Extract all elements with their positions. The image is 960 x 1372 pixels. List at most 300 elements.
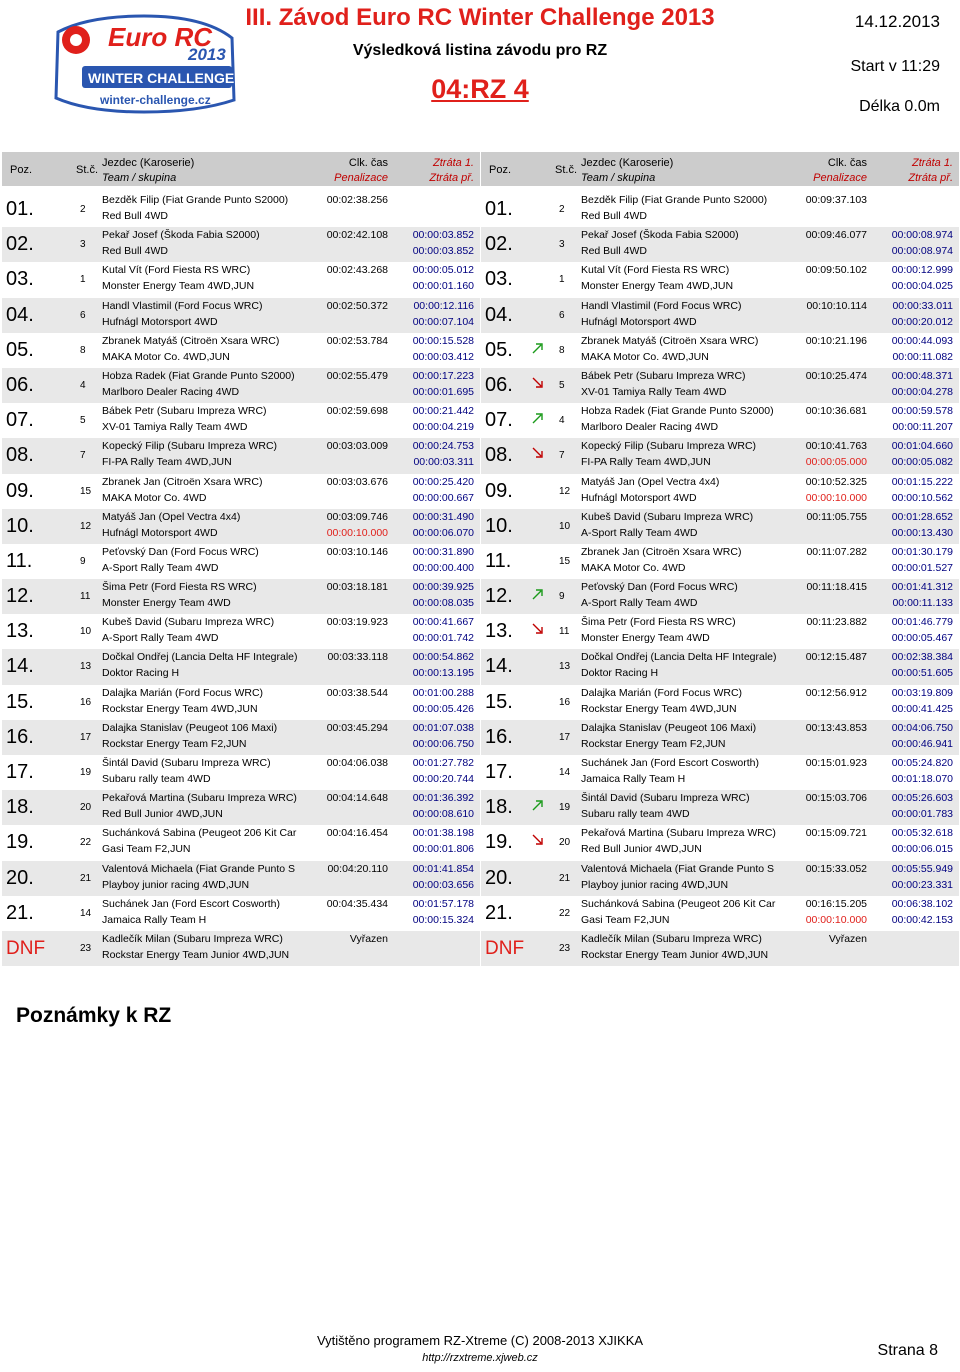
row-gap-previous: 00:00:23.331 — [891, 878, 953, 891]
row-gap-first: 00:00:54.862 — [412, 651, 474, 664]
row-driver: Šintál David (Subaru Impreza WRC) — [581, 792, 750, 805]
row-time: 00:03:03.676 — [326, 475, 388, 488]
row-gap-first: 00:00:08.974 — [891, 229, 953, 242]
row-time: 00:02:38.256 — [326, 194, 388, 206]
row-driver: Zbranek Jan (Citroën Xsara WRC) — [102, 475, 263, 488]
table-row — [2, 262, 480, 297]
position-down-icon — [531, 833, 545, 847]
position-up-icon — [531, 587, 545, 601]
table-row — [481, 614, 959, 649]
row-penalty: 00:00:10.000 — [805, 913, 867, 926]
table-row — [481, 896, 959, 931]
row-team: MAKA Motor Co. 4WD,JUN — [581, 350, 709, 363]
row-time: 00:13:43.853 — [805, 721, 867, 734]
row-start-number: 15 — [559, 555, 571, 567]
row-driver: Peťovský Dan (Ford Focus WRC) — [102, 545, 259, 558]
row-gap-previous: 00:00:00.400 — [412, 561, 474, 574]
row-start-number: 13 — [80, 661, 92, 673]
row-gap-first: 00:05:26.603 — [891, 792, 953, 805]
row-team: Gasi Team F2,JUN — [102, 843, 191, 856]
row-driver: Hobza Radek (Fiat Grande Punto S2000) — [581, 405, 774, 418]
footer-printed-by: Vytištěno programem RZ-Xtreme (C) 2008-2013 XJIKKA — [316, 1333, 644, 1348]
row-team: Hufnágl Motorsport 4WD — [581, 491, 697, 504]
table-row — [2, 614, 480, 649]
row-team: Rockstar Energy Team F2,JUN — [581, 737, 726, 750]
row-position: 12. — [485, 585, 513, 608]
row-gap-previous: 00:00:00.667 — [412, 491, 474, 504]
row-time: 00:15:03.706 — [805, 792, 867, 805]
row-gap-first: 00:01:46.779 — [891, 616, 953, 629]
row-position: 10. — [6, 514, 34, 537]
row-gap-first: 00:01:28.652 — [891, 510, 953, 523]
row-time: 00:02:53.784 — [326, 334, 388, 347]
row-driver: Zbranek Matyáš (Citroën Xsara WRC) — [581, 334, 759, 347]
row-start-number: 12 — [80, 520, 92, 532]
row-team: Hufnágl Motorsport 4WD — [102, 315, 218, 328]
row-gap-previous: 00:00:04.278 — [891, 385, 953, 398]
row-start-number: 8 — [559, 344, 565, 356]
row-position: 17. — [6, 761, 34, 783]
row-start-number: 7 — [559, 450, 565, 462]
row-start-number: 11 — [80, 591, 91, 603]
row-time: 00:11:05.755 — [806, 510, 867, 523]
col-gap-first: Ztráta 1. — [912, 157, 953, 169]
row-position: 12. — [6, 585, 34, 608]
row-gap-first: 00:00:03.852 — [412, 229, 474, 242]
row-penalty: 00:00:05.000 — [805, 456, 867, 469]
row-position: 09. — [485, 479, 513, 502]
row-driver: Suchánek Jan (Ford Escort Cosworth) — [102, 897, 280, 910]
row-driver: Hobza Radek (Fiat Grande Punto S2000) — [102, 369, 295, 382]
row-gap-first: 00:00:48.371 — [891, 369, 953, 382]
table-row — [2, 403, 480, 438]
row-start-number: 12 — [559, 485, 571, 497]
stage-results-rows — [2, 192, 480, 966]
row-driver: Dalajka Marián (Ford Focus WRC) — [581, 686, 743, 699]
table-row — [481, 262, 959, 297]
row-team: Hufnágl Motorsport 4WD — [102, 526, 218, 539]
table-row — [481, 368, 959, 403]
table-row — [2, 896, 480, 931]
row-gap-previous: 00:00:10.562 — [891, 491, 953, 504]
row-position: 13. — [6, 620, 34, 643]
row-time: 00:15:09.721 — [805, 827, 867, 840]
row-start-number: 3 — [80, 239, 86, 251]
table-row — [2, 333, 480, 368]
row-time: 00:03:38.544 — [326, 686, 388, 699]
table-row — [2, 579, 480, 614]
row-gap-previous: 00:00:20.012 — [891, 315, 953, 328]
row-time: 00:15:01.923 — [805, 757, 867, 769]
page-number: Strana 8 — [877, 1342, 938, 1359]
row-gap-first: 00:01:36.392 — [412, 792, 474, 805]
row-gap-first: 00:00:15.528 — [412, 334, 474, 347]
table-row — [2, 755, 480, 790]
row-team: Playboy junior racing 4WD,JUN — [102, 878, 250, 891]
row-start-number: 21 — [559, 872, 571, 884]
logo-text-year: 2013 — [188, 45, 226, 64]
row-driver: Kubeš David (Subaru Impreza WRC) — [581, 510, 754, 523]
row-driver: Matyáš Jan (Opel Vectra 4x4) — [581, 475, 720, 488]
row-time: 00:09:37.103 — [805, 194, 867, 206]
row-time: 00:02:55.479 — [326, 369, 388, 382]
row-start-number: 10 — [559, 520, 571, 532]
row-gap-first: 00:05:55.949 — [891, 862, 953, 875]
row-gap-first: 00:01:38.198 — [412, 827, 474, 840]
row-time: 00:15:33.052 — [805, 862, 867, 875]
row-position: 20. — [485, 866, 513, 889]
row-position: 03. — [6, 268, 34, 291]
row-time: 00:03:33.118 — [327, 651, 388, 664]
table-row — [2, 192, 480, 227]
row-position: 06. — [485, 373, 513, 396]
event-logo — [48, 12, 240, 114]
row-gap-previous: 00:00:08.974 — [891, 245, 953, 258]
row-team: MAKA Motor Co. 4WD — [102, 491, 207, 504]
row-gap-previous: 00:01:18.070 — [891, 773, 953, 785]
table-row — [481, 720, 959, 755]
table-row — [481, 544, 959, 579]
row-time: 00:04:14.648 — [326, 792, 388, 805]
row-start-number: 8 — [80, 344, 86, 356]
table-row — [2, 685, 480, 720]
row-gap-first: 00:01:41.312 — [891, 581, 953, 594]
row-position: 21. — [6, 901, 34, 924]
row-start-number: 23 — [80, 942, 92, 954]
row-driver: Dalajka Marián (Ford Focus WRC) — [102, 686, 264, 699]
logo-text-winter: WINTER CHALLENGE — [88, 70, 235, 86]
row-gap-first: 00:01:57.178 — [412, 897, 474, 910]
row-team: Red Bull 4WD — [581, 210, 647, 222]
table-row — [481, 790, 959, 825]
row-gap-first: 00:04:06.750 — [891, 721, 953, 734]
row-driver: Bábek Petr (Subaru Impreza WRC) — [102, 405, 267, 418]
row-time: 00:11:07.282 — [806, 545, 867, 558]
table-row — [2, 227, 480, 262]
row-gap-previous: 00:00:01.695 — [412, 385, 474, 398]
row-time: 00:02:43.268 — [326, 264, 388, 277]
row-driver: Šintál David (Subaru Impreza WRC) — [102, 757, 271, 769]
table-row — [2, 298, 480, 333]
row-team: Jamaica Rally Team H — [102, 913, 207, 926]
event-date: 14.12.2013 — [854, 12, 940, 31]
row-start-number: 14 — [559, 767, 571, 778]
row-gap-first: 00:00:17.223 — [412, 369, 474, 382]
row-position: 01. — [6, 198, 34, 220]
row-gap-first: 00:00:05.012 — [412, 264, 474, 277]
row-gap-previous: 00:00:20.744 — [412, 773, 474, 785]
row-position: 20. — [6, 866, 34, 889]
table-header — [2, 152, 480, 186]
row-start-number: 17 — [80, 731, 92, 743]
table-row — [481, 931, 959, 966]
row-team: Red Bull 4WD — [102, 245, 168, 258]
row-team: A-Sport Rally Team 4WD — [581, 597, 698, 610]
col-gap-previous: Ztráta př. — [908, 172, 953, 184]
row-time: 00:03:09.746 — [326, 510, 388, 523]
col-position: Poz. — [489, 164, 512, 176]
row-gap-first: 00:01:15.222 — [891, 475, 953, 488]
row-team: Red Bull Junior 4WD,JUN — [102, 808, 223, 821]
table-header — [481, 152, 959, 186]
row-time: 00:16:15.205 — [805, 897, 867, 910]
row-gap-first: 00:00:24.753 — [412, 440, 474, 453]
row-start-number: 20 — [559, 837, 571, 849]
page-header — [0, 0, 960, 150]
row-gap-previous: 00:00:03.852 — [412, 245, 474, 258]
row-driver: Suchánková Sabina (Peugeot 206 Kit Car — [102, 827, 297, 840]
row-gap-previous: 00:00:04.025 — [891, 280, 953, 293]
row-position: 15. — [6, 690, 34, 713]
row-gap-previous: 00:00:46.941 — [891, 737, 953, 750]
row-team: Hufnágl Motorsport 4WD — [581, 315, 697, 328]
row-driver: Dalajka Stanislav (Peugeot 106 Maxi) — [581, 721, 757, 734]
row-team: Red Bull 4WD — [581, 245, 647, 258]
row-position: 03. — [485, 268, 513, 291]
row-team: Rockstar Energy Team 4WD,JUN — [102, 702, 258, 715]
row-position: DNF — [6, 937, 46, 959]
row-team: A-Sport Rally Team 4WD — [102, 632, 219, 645]
row-start-number: 7 — [80, 450, 86, 462]
row-position: 05. — [6, 338, 34, 361]
row-gap-previous: 00:00:13.195 — [412, 667, 474, 680]
logo-text-url: winter-challenge.cz — [100, 93, 211, 107]
row-time: 00:10:36.681 — [805, 405, 867, 418]
row-time: 00:03:10.146 — [326, 545, 388, 558]
row-gap-first: 00:01:30.179 — [891, 545, 953, 558]
row-gap-first: 00:05:24.820 — [891, 757, 953, 769]
row-team: Marlboro Dealer Racing 4WD — [581, 421, 719, 434]
row-position: 18. — [6, 796, 34, 819]
row-start-number: 4 — [80, 379, 86, 391]
stage-name: 04:RZ 4 — [431, 74, 529, 104]
row-driver: Suchánek Jan (Ford Escort Cosworth) — [581, 757, 759, 769]
row-start-number: 19 — [559, 802, 571, 814]
table-row — [481, 509, 959, 544]
row-gap-first: 00:00:12.999 — [891, 264, 953, 277]
row-position: 13. — [485, 620, 513, 643]
row-position: 16. — [6, 725, 34, 748]
row-position: 04. — [485, 303, 513, 326]
row-position: 19. — [485, 831, 513, 854]
row-driver: Kubeš David (Subaru Impreza WRC) — [102, 616, 275, 629]
row-start-number: 23 — [559, 942, 571, 954]
row-team: A-Sport Rally Team 4WD — [581, 526, 698, 539]
table-row — [2, 931, 480, 966]
row-driver: Handl Vlastimil (Ford Focus WRC) — [102, 299, 263, 312]
table-row — [481, 579, 959, 614]
row-time: 00:12:15.487 — [805, 651, 867, 664]
row-team: Monster Energy Team 4WD,JUN — [581, 280, 734, 293]
row-position: 14. — [485, 655, 513, 678]
row-position: 02. — [485, 233, 513, 256]
row-driver: Matyáš Jan (Opel Vectra 4x4) — [102, 510, 241, 523]
start-time: Start v 11:29 — [850, 58, 940, 75]
col-gap-previous: Ztráta př. — [429, 172, 474, 184]
row-team: Marlboro Dealer Racing 4WD — [102, 385, 240, 398]
row-gap-previous: 00:00:03.656 — [412, 878, 474, 891]
row-team: Doktor Racing H — [102, 667, 180, 680]
table-row — [481, 227, 959, 262]
row-time: 00:04:20.110 — [327, 862, 388, 875]
row-gap-previous: 00:00:06.015 — [891, 843, 953, 856]
row-time: 00:10:25.474 — [805, 369, 867, 382]
row-team: Monster Energy Team 4WD,JUN — [102, 280, 255, 293]
table-row — [481, 685, 959, 720]
row-gap-previous: 00:00:08.035 — [412, 597, 474, 610]
row-time: 00:09:50.102 — [805, 264, 867, 277]
row-position: 17. — [485, 761, 513, 783]
row-position: 19. — [6, 831, 34, 854]
row-time: 00:10:52.325 — [805, 475, 867, 488]
position-up-icon — [531, 341, 545, 355]
position-down-icon — [531, 446, 545, 460]
row-gap-first: 00:05:32.618 — [891, 827, 953, 840]
table-row — [2, 509, 480, 544]
row-start-number: 6 — [80, 309, 86, 321]
row-start-number: 17 — [559, 731, 571, 743]
col-driver: Jezdec (Karoserie) — [102, 157, 195, 169]
row-start-number: 1 — [80, 274, 86, 286]
col-total-time: Clk. čas — [827, 157, 867, 169]
row-driver: Pekař Josef (Škoda Fabia S2000) — [581, 229, 739, 242]
table-row — [481, 649, 959, 684]
row-time: 00:09:46.077 — [805, 229, 867, 242]
row-gap-first: 00:00:12.116 — [413, 299, 474, 312]
table-row — [481, 192, 959, 227]
row-driver: Pekařová Martina (Subaru Impreza WRC) — [102, 792, 297, 805]
row-gap-previous: 00:00:06.750 — [412, 737, 474, 750]
table-row — [2, 790, 480, 825]
row-start-number: 9 — [559, 591, 565, 603]
row-position: 14. — [6, 655, 34, 678]
row-driver: Valentová Michaela (Fiat Grande Punto S — [102, 862, 295, 875]
table-row — [2, 861, 480, 896]
row-position: 08. — [6, 444, 34, 467]
row-position: 02. — [6, 233, 34, 256]
row-team: XV-01 Tamiya Rally Team 4WD — [102, 421, 248, 434]
row-driver: Zbranek Jan (Citroën Xsara WRC) — [581, 545, 742, 558]
row-start-number: 5 — [80, 415, 86, 427]
row-driver: Kopecký Filip (Subaru Impreza WRC) — [102, 440, 278, 453]
col-penalty: Penalizace — [334, 172, 388, 184]
row-position: 06. — [6, 373, 34, 396]
col-team: Team / skupina — [581, 172, 656, 184]
row-penalty: 00:00:10.000 — [805, 491, 867, 504]
row-start-number: 14 — [80, 907, 92, 919]
overall-results-table — [481, 152, 959, 966]
row-team: Red Bull Junior 4WD,JUN — [581, 843, 702, 856]
row-team: Playboy junior racing 4WD,JUN — [581, 878, 729, 891]
row-position: 08. — [485, 444, 513, 467]
row-position: 10. — [485, 514, 513, 537]
row-gap-first: 00:00:31.890 — [412, 545, 474, 558]
row-gap-first: 00:01:41.854 — [412, 862, 474, 875]
row-gap-first: 00:00:33.011 — [892, 299, 953, 312]
row-start-number: 19 — [80, 767, 92, 778]
row-gap-first: 00:01:27.782 — [412, 757, 474, 769]
row-driver: Peťovský Dan (Ford Focus WRC) — [581, 581, 738, 594]
row-start-number: 3 — [559, 239, 565, 251]
row-time: 00:11:18.415 — [806, 581, 867, 594]
row-gap-previous: 00:00:01.783 — [891, 808, 953, 821]
row-start-number: 22 — [80, 837, 92, 849]
row-gap-previous: 00:00:05.426 — [412, 702, 474, 715]
event-title: III. Závod Euro RC Winter Challenge 2013 — [245, 4, 715, 31]
row-start-number: 10 — [80, 626, 92, 638]
row-time: 00:11:23.882 — [806, 616, 867, 629]
col-penalty: Penalizace — [813, 172, 867, 184]
row-time: 00:02:59.698 — [326, 405, 388, 418]
row-gap-first: 00:00:59.578 — [891, 405, 953, 418]
row-start-number: 20 — [80, 802, 92, 814]
row-team: Rockstar Energy Team F2,JUN — [102, 737, 247, 750]
col-total-time: Clk. čas — [348, 157, 388, 169]
row-team: A-Sport Rally Team 4WD — [102, 561, 219, 574]
row-position: 07. — [485, 409, 513, 432]
row-driver: Zbranek Matyáš (Citroën Xsara WRC) — [102, 334, 280, 347]
row-gap-previous: 00:00:11.133 — [892, 597, 953, 610]
row-driver: Šima Petr (Ford Fiesta RS WRC) — [581, 616, 736, 629]
row-gap-first: 00:01:07.038 — [412, 721, 474, 734]
row-gap-first: 00:00:44.093 — [891, 334, 953, 347]
row-driver: Dočkal Ondřej (Lancia Delta HF Integrale) — [581, 651, 777, 664]
row-team: Rockstar Energy Team Junior 4WD,JUN — [581, 948, 769, 961]
row-driver: Bezděk Filip (Fiat Grande Punto S2000) — [102, 194, 289, 206]
row-time: 00:02:50.372 — [326, 299, 388, 312]
row-time: 00:04:06.038 — [326, 757, 388, 769]
row-gap-first: 00:00:25.420 — [412, 475, 474, 488]
row-position: 11. — [485, 549, 512, 572]
table-row — [481, 825, 959, 860]
results-subtitle: Výsledková listina závodu pro RZ — [352, 42, 608, 59]
row-gap-previous: 00:00:01.527 — [891, 561, 953, 574]
row-team: FI-PA Rally Team 4WD,JUN — [581, 456, 711, 469]
row-time: 00:12:56.912 — [805, 686, 867, 699]
row-driver: Kopecký Filip (Subaru Impreza WRC) — [581, 440, 757, 453]
row-start-number: 1 — [559, 274, 565, 286]
table-row — [2, 368, 480, 403]
position-up-icon — [531, 411, 545, 425]
row-position: 04. — [6, 303, 34, 326]
row-team: Jamaica Rally Team H — [581, 773, 686, 785]
row-team: Gasi Team F2,JUN — [581, 913, 670, 926]
row-gap-previous: 00:00:01.160 — [412, 280, 474, 293]
row-gap-previous: 00:00:01.742 — [412, 632, 474, 645]
row-driver: Handl Vlastimil (Ford Focus WRC) — [581, 299, 742, 312]
row-driver: Bábek Petr (Subaru Impreza WRC) — [581, 369, 746, 382]
row-time: 00:02:42.108 — [326, 229, 388, 242]
row-time: Vyřazen — [349, 932, 388, 945]
row-time: 00:03:03.009 — [326, 440, 388, 453]
table-row — [481, 403, 959, 438]
row-gap-previous: 00:00:04.219 — [412, 421, 474, 434]
row-start-number: 2 — [80, 204, 86, 215]
row-gap-previous: 00:00:11.207 — [892, 421, 953, 434]
row-team: Red Bull 4WD — [102, 210, 168, 222]
row-position: 09. — [6, 479, 34, 502]
row-start-number: 13 — [559, 661, 571, 673]
table-row — [481, 298, 959, 333]
row-team: Subaru rally team 4WD — [581, 808, 690, 821]
col-driver: Jezdec (Karoserie) — [581, 157, 674, 169]
row-start-number: 4 — [559, 415, 565, 427]
row-gap-previous: 00:00:06.070 — [412, 526, 474, 539]
row-team: Monster Energy Team 4WD — [581, 632, 710, 645]
row-position: DNF — [485, 937, 525, 959]
table-row — [2, 649, 480, 684]
row-gap-first: 00:01:04.660 — [891, 440, 953, 453]
